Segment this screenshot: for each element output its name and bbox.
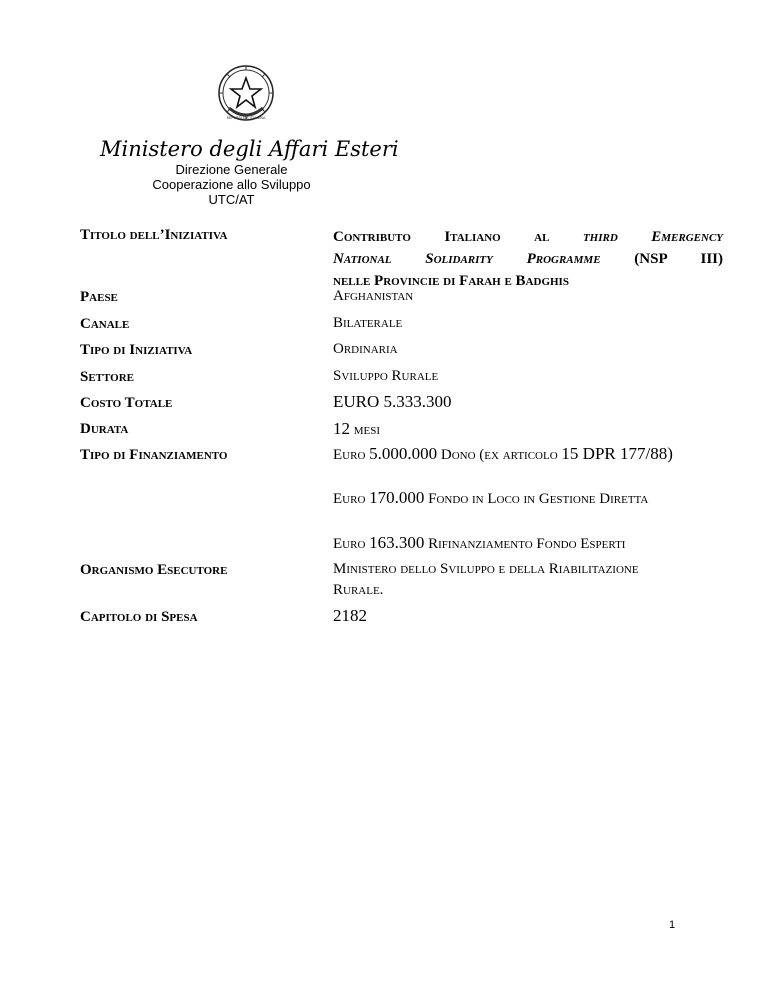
value-capitolo: 2182: [333, 606, 367, 625]
fin2-amount: 170.000: [369, 488, 425, 507]
label-settore: Settore: [80, 369, 134, 385]
titolo-part-1: Contributo Italiano al: [333, 229, 583, 245]
emblem-ribbon-text: REPUBBLICA ITALIANA: [226, 116, 266, 120]
value-paese: Afghanistan: [333, 288, 414, 304]
durata-unit: mesi: [350, 422, 381, 438]
titolo-part-2: third Emergency: [582, 229, 724, 245]
label-paese: Paese: [80, 289, 118, 305]
fin3-desc: Rifinanziamento Fondo Esperti: [424, 536, 626, 552]
titolo-part-4: (NSP III): [600, 251, 724, 267]
fin1-amount: 5.000.000: [369, 444, 438, 463]
fin3-amount: 163.300: [369, 533, 425, 552]
fin1-desc: Dono (ex articolo: [437, 447, 562, 463]
value-canale: Bilaterale: [333, 315, 403, 331]
page-number: 1: [669, 919, 676, 931]
titolo-part-3: National Solidarity Programme: [333, 251, 601, 267]
titolo-part-5: nelle Provincie di Farah e Badghis: [333, 273, 569, 289]
value-costo: EURO 5.333.300: [333, 392, 452, 411]
label-organismo: Organismo Esecutore: [80, 562, 228, 578]
label-capitolo: Capitolo di Spesa: [80, 609, 198, 625]
value-titolo: [333, 226, 723, 292]
finanziamento-item-1: [333, 443, 723, 466]
label-titolo: Titolo dell’Iniziativa: [80, 227, 228, 243]
label-durata: Durata: [80, 421, 129, 437]
label-costo: Costo Totale: [80, 395, 173, 411]
fin1-currency: Euro: [333, 447, 370, 463]
finanziamento-item-3: [333, 532, 723, 555]
finanziamento-item-2: [333, 487, 723, 510]
fin2-currency: Euro: [333, 491, 370, 507]
label-finanziamento: Tipo di Finanziamento: [80, 447, 228, 463]
fin3-currency: Euro: [333, 536, 370, 552]
label-canale: Canale: [80, 316, 130, 332]
value-durata: [333, 418, 723, 441]
value-tipo-iniziativa: Ordinaria: [333, 341, 398, 357]
label-tipo-iniziativa: Tipo di Iniziativa: [80, 342, 193, 358]
value-settore: Sviluppo Rurale: [333, 368, 439, 384]
subtitle-direzione: Direzione Generale: [175, 162, 288, 177]
italian-republic-emblem: [215, 64, 277, 126]
ministry-name: Ministero degli Affari Esteri: [100, 137, 399, 161]
fin2-desc: Fondo in Loco in Gestione Diretta: [424, 491, 649, 507]
subtitle-cooperazione: Cooperazione allo Sviluppo: [152, 177, 311, 192]
subtitle-office: UTC/AT: [208, 192, 255, 207]
fin1-close: ): [667, 444, 673, 463]
durata-number: 12: [333, 419, 350, 438]
fin1-ref: 15 DPR 177/88: [561, 444, 668, 463]
value-organismo: Ministero dello Sviluppo e della Riabilitazione Rurale.: [333, 561, 639, 598]
